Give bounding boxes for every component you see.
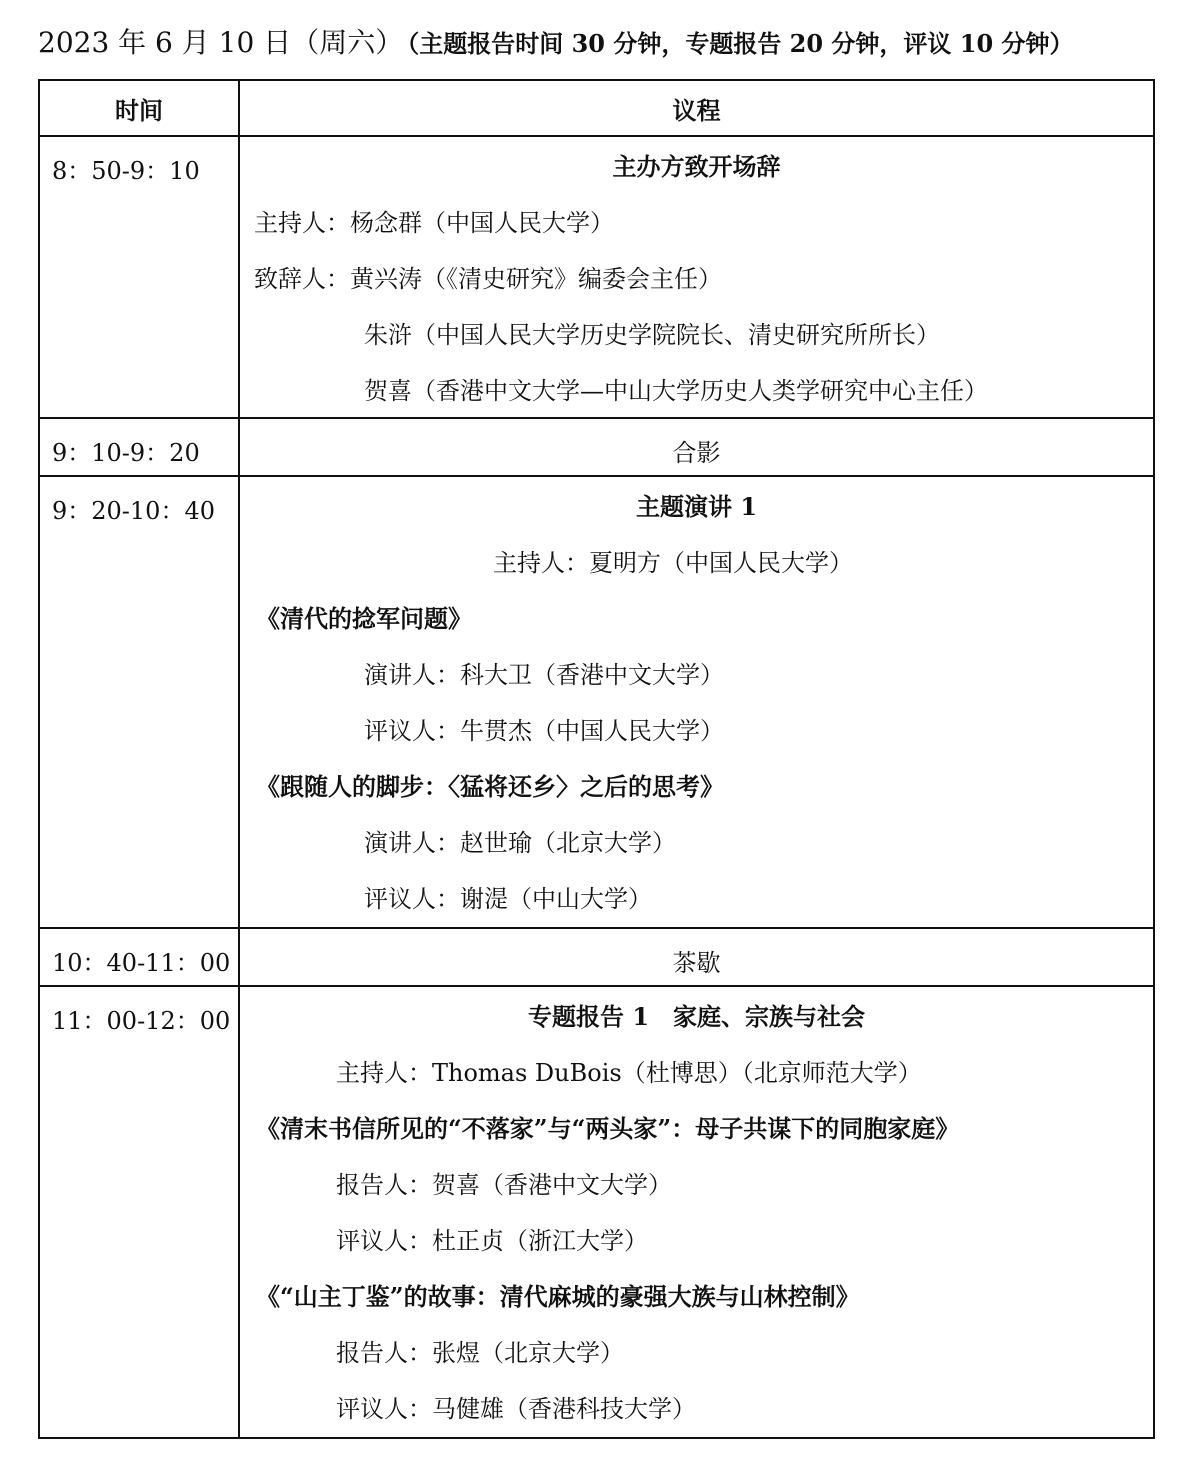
- session-time: 10：40-11：00: [39, 928, 239, 986]
- speaker-label: 致辞人：: [254, 265, 350, 293]
- talk-speaker: 报告人：贺喜（香港中文大学）: [336, 1171, 672, 1199]
- session-program: [239, 986, 1154, 1438]
- table-row: [39, 986, 1154, 1438]
- table-header-row: [39, 80, 1154, 136]
- session-speaker-line: 朱浒（中国人民大学历史学院院长、清史研究所所长）: [364, 321, 940, 349]
- table-row: [39, 418, 1154, 476]
- session-time: 9：20-10：40: [39, 476, 239, 928]
- table-row: [39, 928, 1154, 986]
- session-time: 9：10-9：20: [39, 418, 239, 476]
- talk-discussant: 评议人：马健雄（香港科技大学）: [336, 1395, 696, 1423]
- session-program: [239, 136, 1154, 418]
- agenda-table: [38, 79, 1155, 1439]
- agenda-time-note: （主题报告时间 30 分钟，专题报告 20 分钟，评议 10 分钟）: [407, 29, 1074, 58]
- session-host: 主持人：夏明方（中国人民大学）: [493, 549, 853, 577]
- session-title: 主办方致开场辞: [612, 152, 781, 181]
- session-speaker-line: 贺喜（香港中文大学—中山大学历史人类学研究中心主任）: [364, 377, 988, 405]
- talk-speaker: 演讲人：科大卫（香港中文大学）: [364, 661, 724, 689]
- talk-title: 《清代的捻军问题》: [256, 604, 472, 633]
- session-time: 11：00-12：00: [39, 986, 239, 1438]
- talk-discussant: 评议人：牛贯杰（中国人民大学）: [364, 717, 724, 745]
- talk-speaker: 报告人：张煜（北京大学）: [336, 1339, 624, 1367]
- talk-discussant: 评议人：谢湜（中山大学）: [364, 885, 652, 913]
- table-row: [39, 476, 1154, 928]
- session-title: 主题演讲 1: [635, 492, 758, 521]
- talk-discussant: 评议人：杜正贞（浙江大学）: [336, 1227, 648, 1255]
- column-header-time: 时间: [39, 80, 239, 136]
- session-host: 主持人：Thomas DuBois（杜博思）（北京师范大学）: [336, 1059, 922, 1087]
- session-time: 8：50-9：10: [39, 136, 239, 418]
- session-title: 合影: [239, 418, 1154, 476]
- session-title: 茶歇: [239, 928, 1154, 986]
- table-row: [39, 136, 1154, 418]
- talk-title: 《“山主丁鉴”的故事：清代麻城的豪强大族与山林控制》: [256, 1282, 860, 1311]
- document-title: [38, 18, 1168, 72]
- talk-title: 《跟随人的脚步：〈猛将还乡〉之后的思考》: [256, 772, 724, 801]
- talk-title: 《清末书信所见的“不落家”与“两头家”：母子共谋下的同胞家庭》: [256, 1114, 960, 1143]
- session-speaker-line: [240, 251, 1153, 307]
- session-host: 主持人：杨念群（中国人民大学）: [254, 209, 614, 237]
- session-program: [239, 476, 1154, 928]
- agenda-date: 2023 年 6 月 10 日（周六）: [38, 26, 404, 59]
- column-header-program: 议程: [239, 80, 1154, 136]
- speaker-name: 黄兴涛（《清史研究》编委会主任）: [350, 265, 722, 293]
- session-title: 专题报告 1 家庭、宗族与社会: [527, 1002, 866, 1031]
- talk-speaker: 演讲人：赵世瑜（北京大学）: [364, 829, 676, 857]
